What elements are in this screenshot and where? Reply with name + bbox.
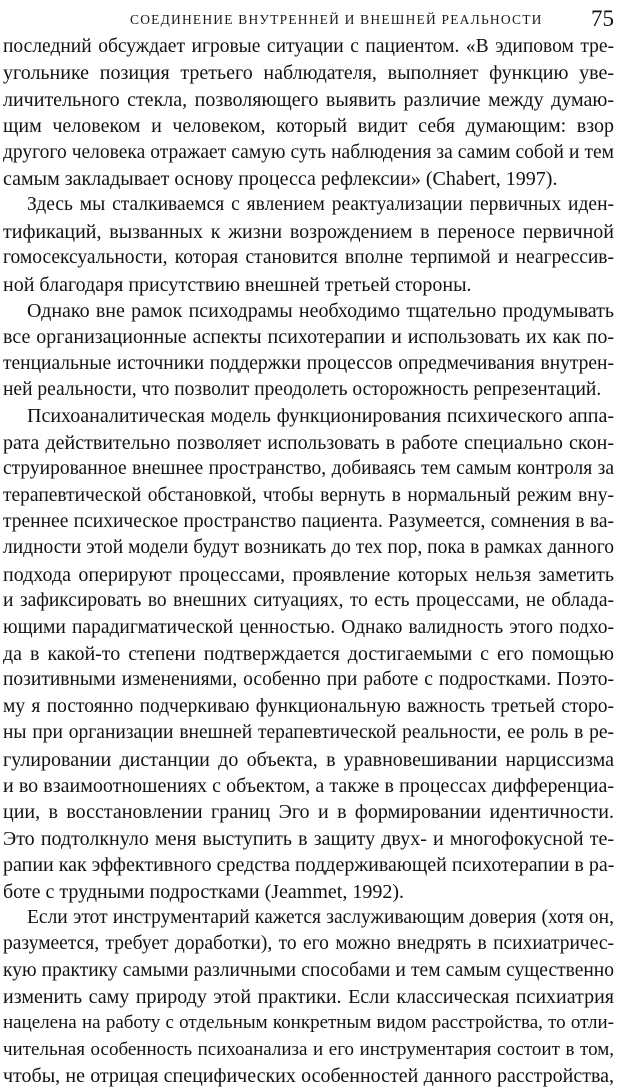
paragraph-end-line: боте с трудными подростками (Jeammet, 1992). xyxy=(3,880,405,903)
paragraph-end-line: ней реальности, что позволит преодолеть осторожность репрезентаций. xyxy=(3,379,602,401)
body-text xyxy=(3,34,614,1090)
text-line: да в какой-то степени подтверждается достигаемыми с его помощью xyxy=(3,642,614,665)
text-line: все организационные аспекты психотерапии и использовать их как по- xyxy=(3,326,614,349)
page-number: 75 xyxy=(591,6,614,31)
text-line: ции, в восстановлении границ Эго и в формировании идентичности. xyxy=(3,801,614,824)
text-line: гомосексуальности, которая становится вполне терпимой и неагрессив- xyxy=(3,247,614,269)
text-line: изменить саму природу этой практики. Если классическая психиатрия xyxy=(3,986,614,1009)
paragraph-end-line: самым закладывает основу процесса рефлексии» (Chabert, 1997). xyxy=(3,167,558,190)
text-line: тификаций, вызванных к жизни возрождением в переносе первичной xyxy=(3,220,614,243)
text-line: гулировании дистанции до объекта, в уравновешивании нарциссизма xyxy=(3,748,614,771)
paragraph-first-line: Если этот инструментарий кажется заслуживающим доверия (хотя он, xyxy=(27,906,614,928)
text-line: и во взаимоотношениях с объектом, а также в процессах дифференциа- xyxy=(3,774,614,797)
text-line: тенциальные источники поддержки процессов опредмечивания внутрен- xyxy=(3,352,614,374)
text-line: струированное внешнее пространство, добиваясь тем самым контроля за xyxy=(3,458,614,480)
text-line: разумеется, требует доработки), то его можно внедрять в психиатричес- xyxy=(3,933,614,955)
text-line: щим человеком и человеком, который видит себя думающим: взор xyxy=(3,115,614,138)
text-line: лидности этой модели будут возникать до тех пор, пока в рамках данного xyxy=(3,537,614,559)
text-line: позитивными изменениями, особенно при работе с подростками. Поэто- xyxy=(3,669,614,691)
paragraph-first-line: Здесь мы сталкиваемся с явлением реактуализации первичных иден- xyxy=(27,194,614,216)
text-line: ны при организации внешней терапевтической реальности, ее роль в ре- xyxy=(3,722,614,744)
text-line: ющими парадигматической ценностью. Однако валидность этого подхо- xyxy=(3,616,614,638)
text-line: угольнике позиция третьего наблюдателя, выполняет функцию уве- xyxy=(3,62,614,85)
text-line: нацелена на работу с отдельным конкретным видом расстройства, то отли- xyxy=(3,1012,614,1034)
paragraph-first-line: Однако вне рамок психодрамы необходимо тщательно продумывать xyxy=(27,299,614,322)
text-line: личительного стекла, позволяющего выявить различие между думаю- xyxy=(3,88,614,111)
text-line: чтобы, не отрицая специфических особенностей данного расстройства, xyxy=(3,1065,614,1088)
text-line: рапии как эффективного средства поддерживающей психотерапии в ра- xyxy=(3,854,614,877)
text-line: Это подтолкнуло меня выступить в защиту двух- и многофокусной те- xyxy=(3,827,614,850)
text-line: рата действительно позволяет использовать в работе специально скон- xyxy=(3,431,614,454)
text-line: подхода оперируют процессами, проявление которых нельзя заметить xyxy=(3,563,614,586)
paragraph-end-line: ной благодаря присутствию внешней третьей стороны. xyxy=(3,273,472,296)
text-line: кую практику самыми различными способами и тем самым существенно xyxy=(3,959,614,981)
text-line: терапевтической обстановкой, чтобы вернуть в нормальный режим вну- xyxy=(3,484,614,506)
text-line: му я постоянно подчеркиваю функциональную важность третьей сторо- xyxy=(3,695,614,717)
text-line: треннее психическое пространство пациента. Разумеется, сомнения в ва- xyxy=(3,511,614,533)
text-line: чительная особенность психоанализа и его инструментария состоит в том, xyxy=(3,1038,614,1060)
running-head xyxy=(0,6,620,32)
text-line: последний обсуждает игровые ситуации с пациентом. «В эдиповом тре- xyxy=(3,36,614,57)
running-title: СОЕДИНЕНИЕ ВНУТРЕННЕЙ И ВНЕШНЕЙ РЕАЛЬНОСТИ xyxy=(130,12,543,27)
text-line: другого человека отражает самую суть наблюдения за самим собой и тем xyxy=(3,141,614,163)
paragraph-first-line: Психоаналитическая модель функционирования психического аппа- xyxy=(27,405,614,428)
text-line: и зафиксировать во внешних ситуациях, то есть процессами, не облада- xyxy=(3,590,614,612)
